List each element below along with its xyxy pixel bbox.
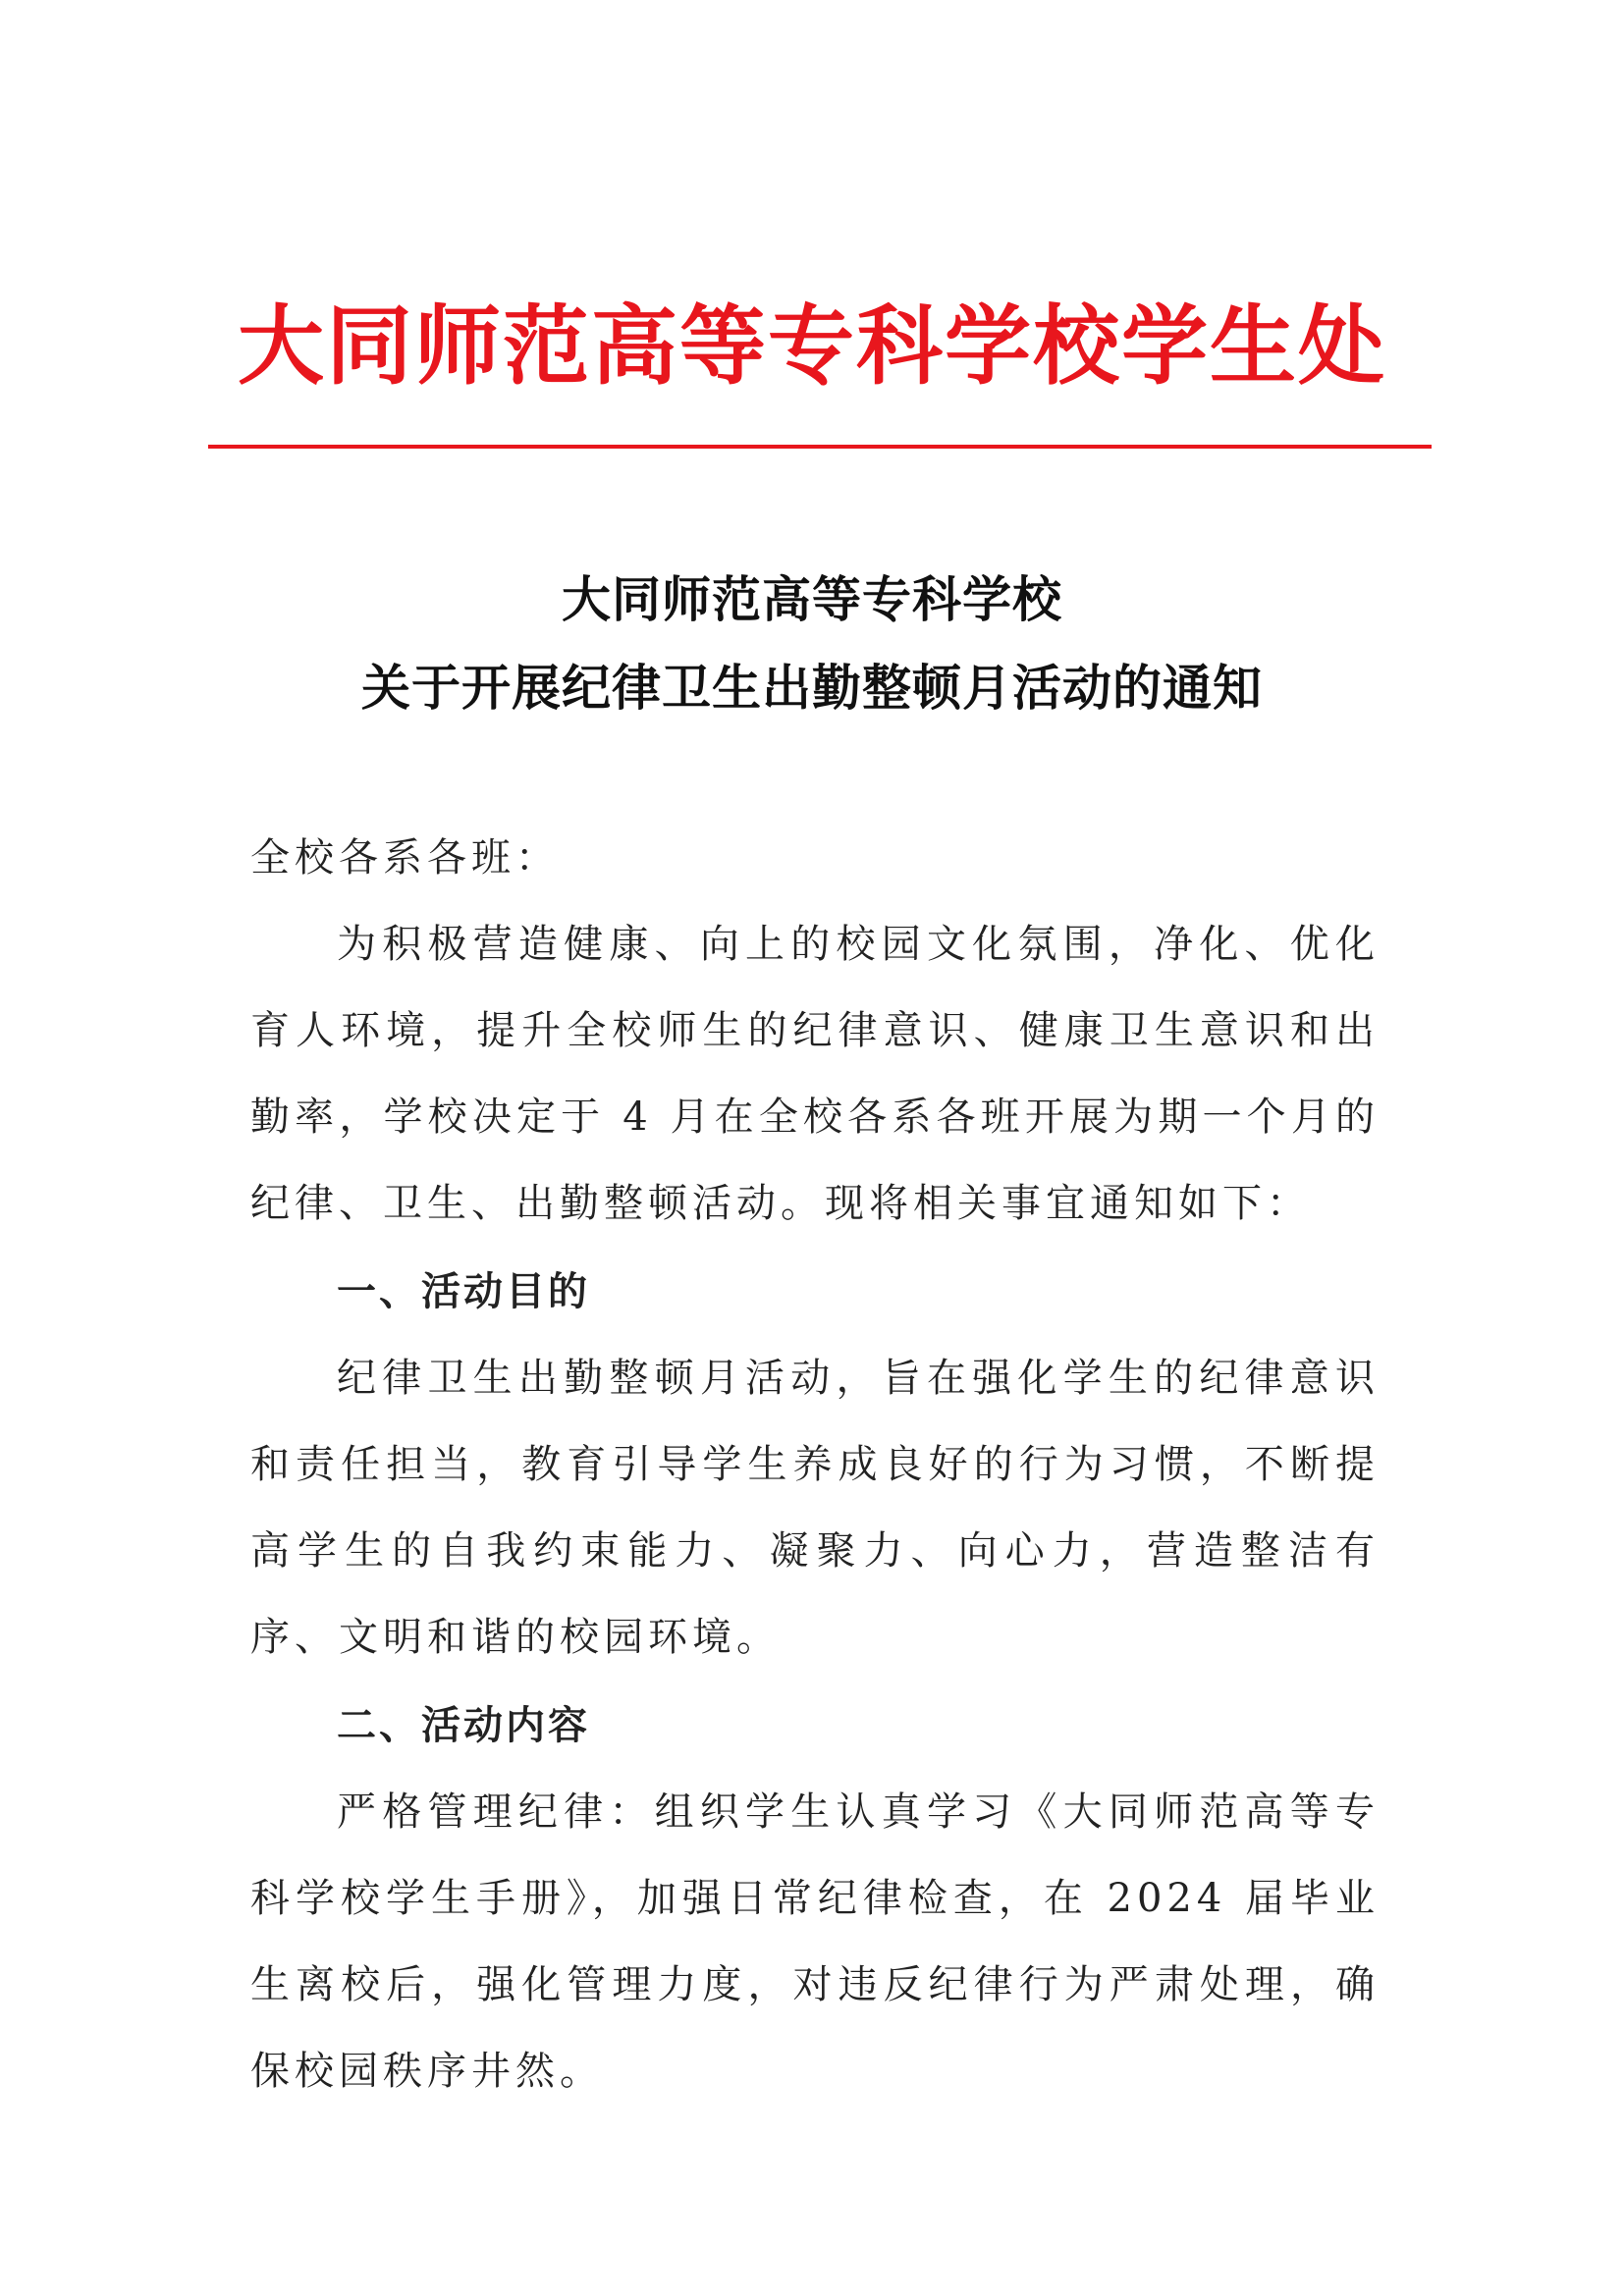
document-body [250,815,1380,2114]
section-paragraph-content: 严格管理纪律：组织学生认真学习《大同师范高等专科学校学生手册》，加强日常纪律检查，在 2024 届毕业生离校后，强化管理力度，对违反纪律行为严肃处理，确保校园秩序井然。 [250,1789,1380,2094]
letterhead-red-rule [208,445,1432,449]
intro-paragraph: 为积极营造健康、向上的校园文化氛围，净化、优化育人环境，提升全校师生的纪律意识、健康卫生意识和出勤率，学校决定于 4 月在全校各系各班开展为期一个月的纪律、卫生、出勤整顿活动。现将相关事宜通知如下： [250,922,1380,1226]
section-heading-content: 二、活动内容 [337,1703,590,1748]
letterhead-org-name: 大同师范高等专科学校学生处 [237,295,1386,397]
section-heading-purpose: 一、活动目的 [337,1269,590,1314]
section-paragraph-purpose: 纪律卫生出勤整顿月活动，旨在强化学生的纪律意识和责任担当，教育引导学生养成良好的行为习惯，不断提高学生的自我约束能力、凝聚力、向心力，营造整洁有序、文明和谐的校园环境。 [250,1356,1380,1660]
document-title-line-1: 大同师范高等专科学校 [562,571,1062,628]
document-title [0,556,1624,732]
document-title-line-2: 关于开展纪律卫生出勤整顿月活动的通知 [361,660,1263,717]
salutation: 全校各系各班： [250,835,560,881]
